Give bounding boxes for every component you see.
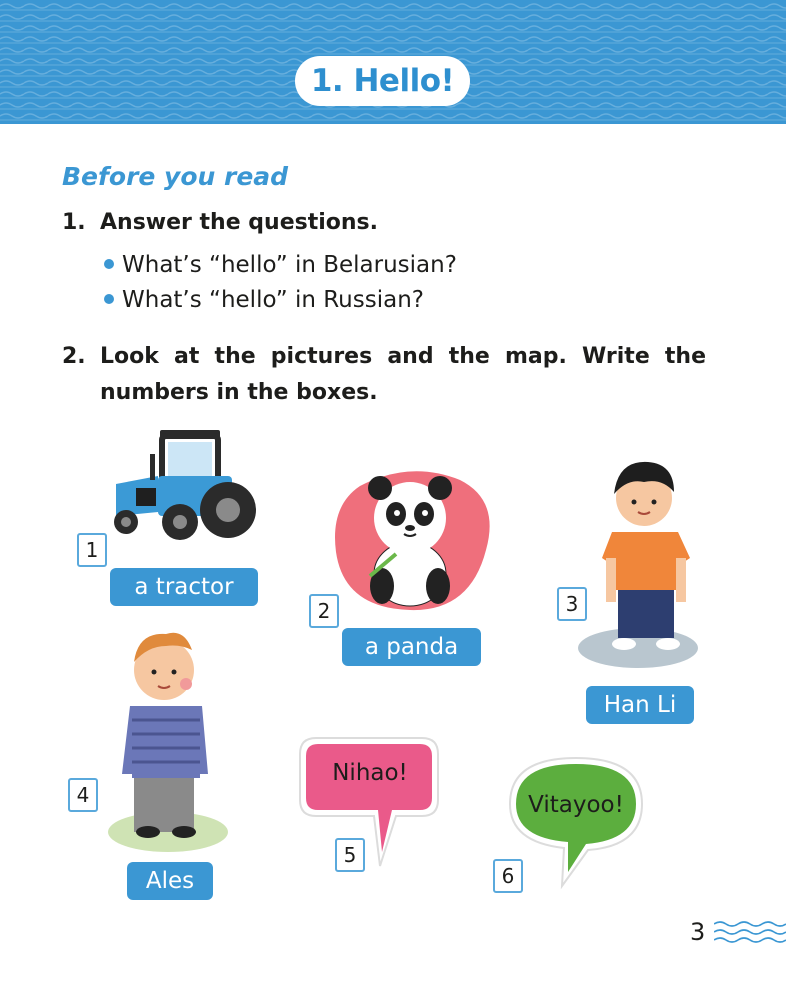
- wave-decoration-icon: [714, 918, 786, 946]
- answer-box[interactable]: 2: [309, 594, 339, 628]
- boy-ales-icon: [104, 624, 228, 854]
- boy-han-li-icon: [578, 448, 712, 674]
- page-title: 1. Hello!: [295, 56, 470, 106]
- bubble-text: Nihao!: [332, 760, 408, 786]
- task-2-number-wrap: [62, 344, 102, 374]
- task-2-instruction-line-2: numbers in the boxes.: [100, 380, 378, 405]
- green-speech-bubble-icon: [506, 754, 646, 890]
- task-1-number: 1.: [62, 210, 86, 235]
- item-label: a panda: [342, 628, 481, 666]
- task-2-number: 2.: [62, 344, 86, 369]
- item-label: a tractor: [110, 568, 258, 606]
- bullet-icon: [104, 259, 114, 269]
- bubble-text: Vitayoo!: [528, 792, 624, 818]
- panda-icon: [330, 466, 496, 616]
- section-heading: Before you read: [62, 162, 289, 191]
- question-item: [104, 252, 457, 278]
- item-label: Ales: [127, 862, 213, 900]
- question-text: What’s “hello” in Russian?: [122, 287, 424, 313]
- bullet-icon: [104, 294, 114, 304]
- task-2-instruction-line-1: Look at the pictures and the map. Write the: [100, 344, 706, 369]
- answer-box[interactable]: 6: [493, 859, 523, 893]
- task-1: [62, 210, 562, 240]
- pink-speech-bubble-icon: [296, 734, 442, 872]
- task-1-instruction: Answer the questions.: [100, 210, 379, 235]
- page-number: 3: [690, 918, 706, 946]
- answer-box[interactable]: 3: [557, 587, 587, 621]
- tractor-icon: [106, 424, 258, 546]
- answer-box[interactable]: 1: [77, 533, 107, 567]
- answer-box[interactable]: 5: [335, 838, 365, 872]
- question-text: What’s “hello” in Belarusian?: [122, 252, 457, 278]
- answer-box[interactable]: 4: [68, 778, 98, 812]
- question-item: [104, 287, 424, 313]
- item-label: Han Li: [586, 686, 694, 724]
